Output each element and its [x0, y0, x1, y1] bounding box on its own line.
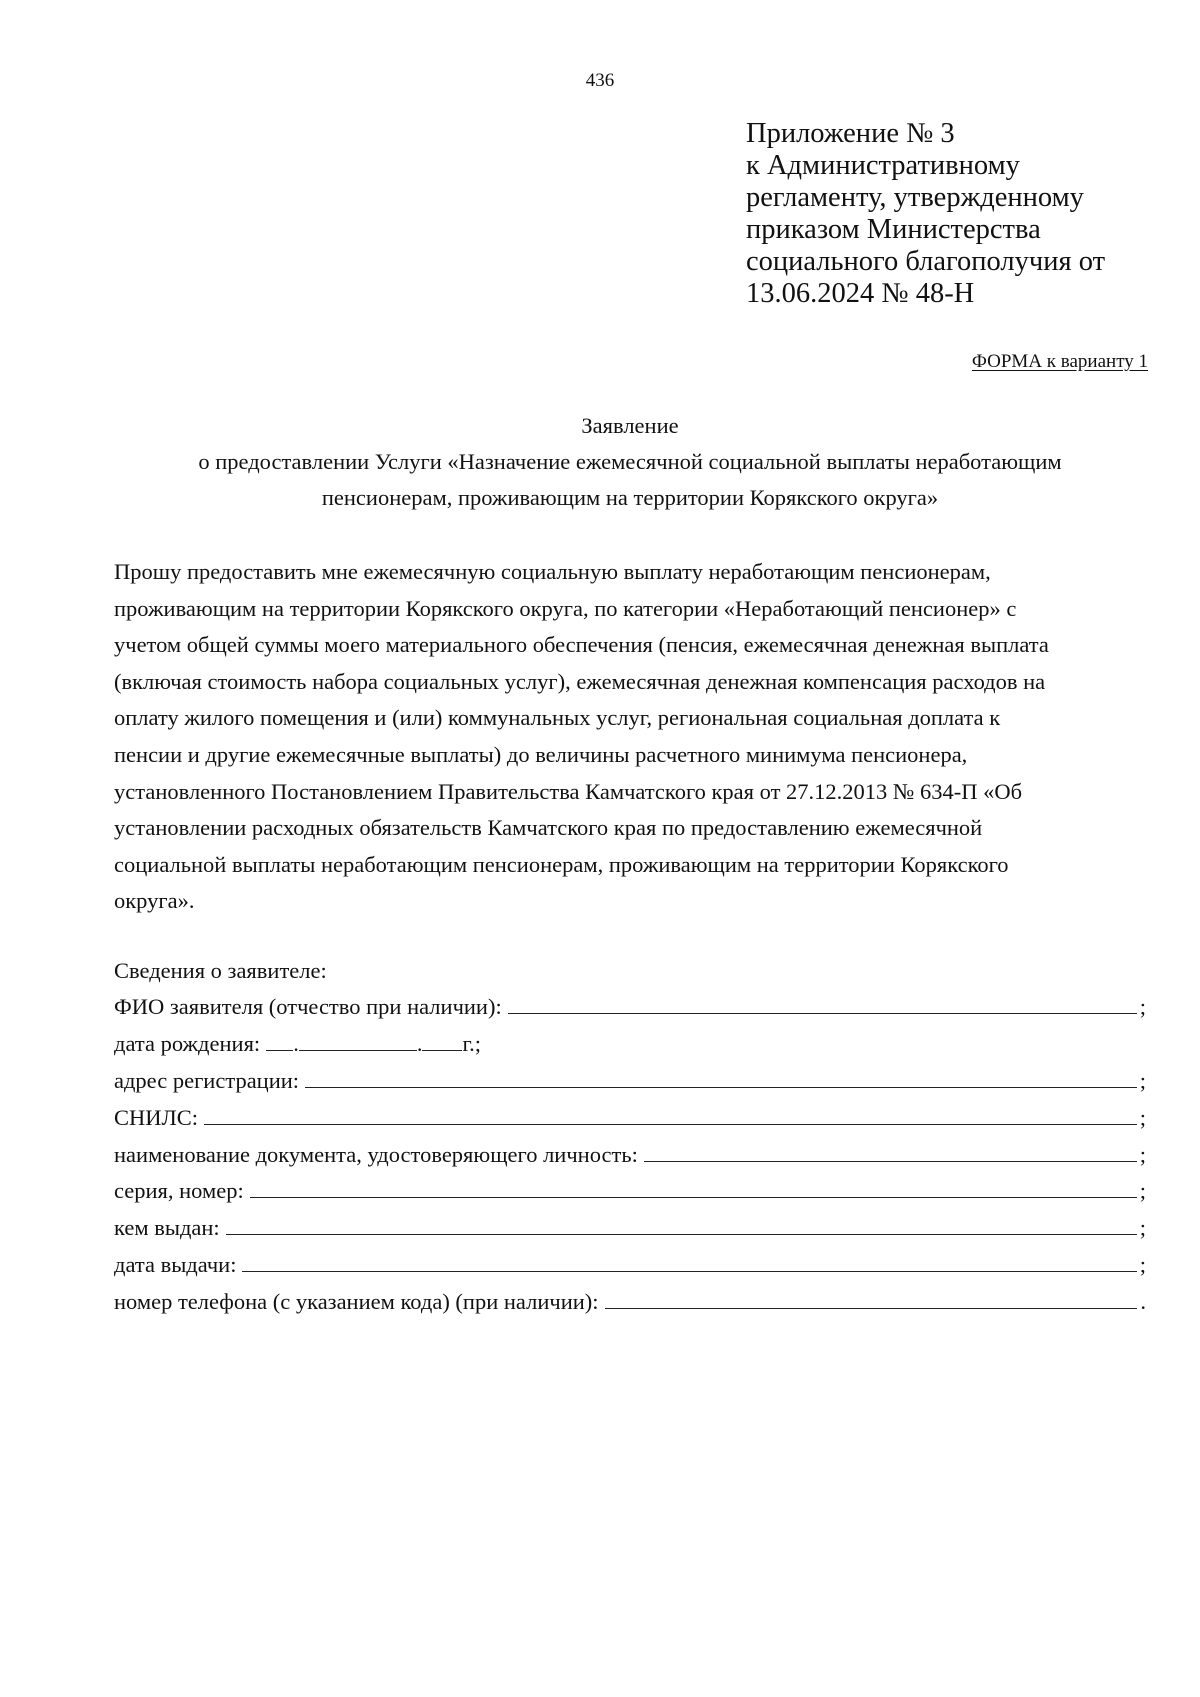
series-number-label: серия, номер: — [114, 1178, 244, 1204]
request-paragraph — [114, 554, 1154, 920]
fio-input-line[interactable] — [508, 993, 1137, 1014]
field-terminator: ; — [1139, 1067, 1146, 1093]
snils-input-line[interactable] — [204, 1104, 1137, 1125]
paragraph-line: установлении расходных обязательств Камчатского края по предоставлению ежемесячной — [114, 815, 983, 841]
identity-document-input-line[interactable] — [644, 1141, 1137, 1162]
applicant-section — [114, 952, 1146, 1321]
paragraph-line: установленного Постановлением Правительства Камчатского края от 27.12.2013 № 634-П «Об — [114, 778, 1023, 804]
series-number-field — [114, 1173, 1146, 1210]
issue-date-field — [114, 1247, 1146, 1284]
appendix-line: к Административному — [746, 150, 1020, 181]
title-heading: Заявление — [581, 413, 679, 438]
applicant-heading: Сведения о заявителе: — [114, 958, 327, 983]
snils-label: СНИЛС: — [114, 1104, 199, 1130]
paragraph-line: пенсии и другие ежемесячные выплаты) до величины расчетного минимума пенсионера, — [114, 741, 968, 767]
title-line: о предоставлении Услуги «Назначение ежемесячной социальной выплаты неработающим — [198, 449, 1062, 474]
birth-date-label: дата рождения: — [114, 1030, 261, 1056]
issue-date-label: дата выдачи: — [114, 1252, 237, 1278]
birth-date-suffix: г.; — [462, 1030, 482, 1056]
appendix-line: регламенту, утвержденному — [746, 182, 1084, 213]
issued-by-field — [114, 1210, 1146, 1247]
birth-month-blank[interactable] — [299, 1030, 417, 1051]
page-number: 436 — [585, 70, 615, 91]
date-separator: . — [293, 1030, 299, 1056]
field-terminator: ; — [1139, 994, 1146, 1019]
paragraph-line: учетом общей суммы моего материального обеспечения (пенсия, ежемесячная денежная выплата — [114, 632, 1049, 658]
appendix-line: 13.06.2024 № 48-Н — [746, 278, 975, 309]
fio-label: ФИО заявителя (отчество при наличии): — [114, 994, 502, 1019]
document-title — [0, 408, 1200, 516]
paragraph-line: (включая стоимость набора социальных услуг), ежемесячная денежная компенсация расходов на — [114, 668, 1046, 694]
birth-date-field — [114, 1026, 1146, 1063]
appendix-block — [746, 118, 1166, 310]
paragraph-line: оплату жилого помещения и (или) коммунальных услуг, региональная социальная доплата к — [114, 705, 1001, 731]
birth-day-blank[interactable] — [266, 1030, 293, 1051]
birth-year-blank[interactable] — [422, 1030, 462, 1051]
field-terminator: . — [1140, 1289, 1146, 1315]
appendix-line: социального благополучия от — [746, 246, 1106, 277]
form-variant-label: ФОРМА к варианту 1 — [971, 351, 1148, 372]
field-terminator: ; — [1139, 1252, 1146, 1278]
fio-field — [114, 989, 1146, 1026]
address-label: адрес регистрации: — [114, 1067, 300, 1093]
field-terminator: ; — [1139, 1141, 1146, 1167]
appendix-line: Приложение № 3 — [746, 118, 955, 149]
series-number-input-line[interactable] — [250, 1177, 1137, 1198]
phone-label: номер телефона (с указанием кода) (при наличии): — [114, 1289, 599, 1315]
date-separator: . — [416, 1030, 423, 1056]
identity-document-label: наименование документа, удостоверяющего личность: — [114, 1141, 638, 1167]
appendix-line: приказом Министерства — [746, 214, 1041, 245]
issue-date-input-line[interactable] — [242, 1251, 1136, 1272]
paragraph-line: Прошу предоставить мне ежемесячную социальную выплату неработающим пенсионерам, — [114, 559, 991, 584]
paragraph-line: проживающим на территории Корякского округа, по категории «Неработающий пенсионер» с — [114, 595, 1017, 621]
field-terminator: ; — [1139, 1104, 1146, 1130]
issued-by-input-line[interactable] — [226, 1214, 1137, 1235]
issued-by-label: кем выдан: — [114, 1215, 220, 1241]
phone-input-line[interactable] — [605, 1288, 1138, 1309]
paragraph-line: округа». — [114, 888, 195, 914]
phone-field — [114, 1284, 1146, 1321]
snils-field — [114, 1100, 1146, 1137]
identity-document-field — [114, 1137, 1146, 1174]
address-field — [114, 1063, 1146, 1100]
field-terminator: ; — [1139, 1178, 1146, 1204]
title-line: пенсионерам, проживающим на территории Корякского округа» — [321, 485, 939, 510]
address-input-line[interactable] — [305, 1067, 1137, 1088]
field-terminator: ; — [1139, 1215, 1146, 1241]
paragraph-line: социальной выплаты неработающим пенсионерам, проживающим на территории Корякского — [114, 851, 1009, 877]
